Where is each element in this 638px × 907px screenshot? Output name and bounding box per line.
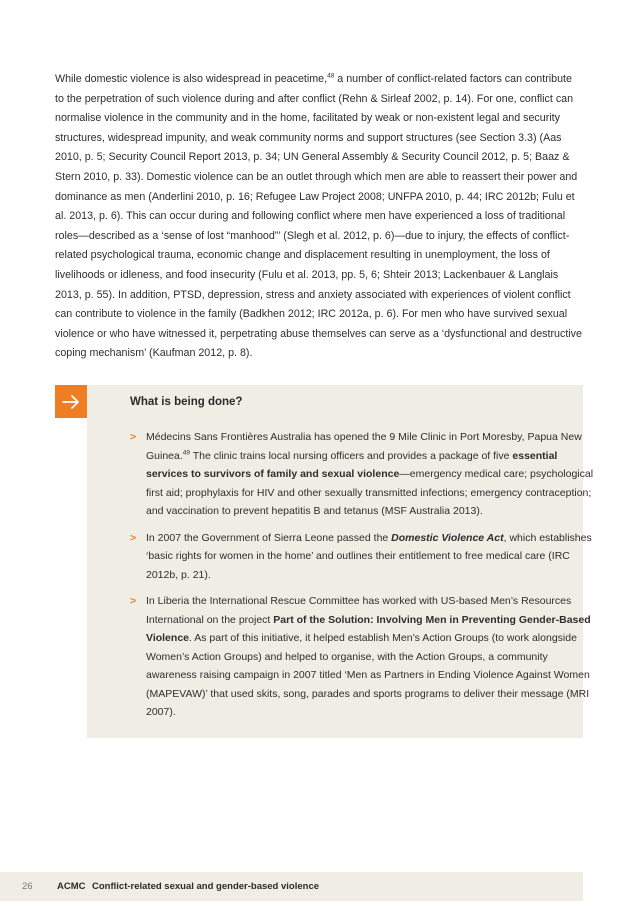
footnote-ref-48[interactable]: 48 — [327, 72, 335, 80]
footnote-ref-49[interactable]: 49 — [182, 449, 191, 456]
body-text-2: a number of conflict-related factors can contribute to the perpetration of such violence during and after conflict (Rehn & Sirleaf 2002, p. 14). For one, conflict can normalise violence in the community and in the home, facilitated by weak or non-existent legal and security structures, widespread impunity, and weak community norms and support structures (see Section 3.3) (Aas 2010, p. 5; Security Council Report 2013, p. 34; UN General Assembly & Security Council 2012, p. 5; Baaz & Stern 2010, p. 33). Domestic violence can be an outlet through which men are able to reassert their power and dominance as men (Anderlini 2010, p. 16; Refugee Law Project 2008; UNFPA 2010, p. 44; IRC 2012b; Fulu et al. 2013, p. 6). This can occur during and following conflict where men have experienced a loss of traditional roles—described as a ‘sense of lost “manhood”’ (Slegh et al. 2012, p. 6)—due to injury, the effects of conflict-related psychological trauma, economic change and displacement resulting in unemployment, the loss of livelihoods or idleness, and food insecurity (Fulu et al. 2013, pp. 5, 6; Shteir 2013; Lackenbauer & Langlais 2013, p. 55). In addition, PTSD, depression, stress and anxiety associated with experiences of violent conflict can contribute to violence in the family (Badkhen 2012; IRC 2012a, p. 6). For men who have survived sexual violence or who have witnessed it, perpetrating abuse themselves can serve as a ‘dysfunctional and destructive coping mechanism’ (Kaufman 2012, p. 8). — [55, 73, 582, 360]
list-item: > In Liberia the International Rescue Committee has worked with US-based Men’s Resources International on the project Part of the Solution: Involving Men in Preventing Gender-Based Violence. As part of this initiative, it helped establish Men’s Action Groups (to work alongside Women’s Action Groups) and helped to organise, with the Action Groups, a community awareness raising campaign in 2007 titled ‘Men as Partners in Ending Violence Against Women (MAPEVAW)’ that used skits, song, parades and sports programs to deliver their message (MRI 2007). — [130, 592, 600, 722]
chevron-right-icon: > — [130, 431, 137, 443]
list-item: > Médecins Sans Frontières Australia has opened the 9 Mile Clinic in Port Moresby, Papua New Guinea.$^{49}$ The clinic trains local nursing officers and provides a package of five essential services to survivors of family and sexual violence—emergency medical care; psychological first aid; prophylaxis for HIV and other sexually transmitted infections; emergency contraception; and vaccination to prevent hepatitis B and tetanus (MSF Australia 2013). — [130, 428, 600, 521]
callout-title: What is being done? — [130, 396, 243, 408]
footer-title: Conflict-related sexual and gender-based violence — [92, 881, 320, 892]
page-number: 26 — [22, 881, 33, 892]
callout-list — [130, 428, 600, 730]
footer-org: ACMC — [57, 881, 86, 892]
chevron-right-icon: > — [130, 595, 137, 607]
emphasis-text: Domestic Violence Act — [391, 531, 504, 544]
arrow-right-icon — [62, 395, 80, 409]
body-text-1: While domestic violence is also widespread in peacetime, — [55, 73, 328, 85]
list-item: > In 2007 the Government of Sierra Leone passed the Domestic Violence Act, which establishes ‘basic rights for women in the home’ and outlines their entitlement to free medical care (IRC 2012b, p. 21). — [130, 529, 600, 585]
emphasis-text: essential services to survivors of family and sexual violence — [146, 449, 558, 480]
callout-box — [87, 385, 594, 738]
chevron-right-icon: > — [130, 531, 137, 544]
what-is-being-done-callout — [55, 385, 594, 738]
body-paragraph — [55, 70, 583, 364]
page-footer — [0, 872, 583, 901]
emphasis-text: Part of the Solution: Involving Men in Preventing Gender-Based Violence — [146, 613, 591, 644]
callout-arrow-tab — [55, 385, 87, 418]
